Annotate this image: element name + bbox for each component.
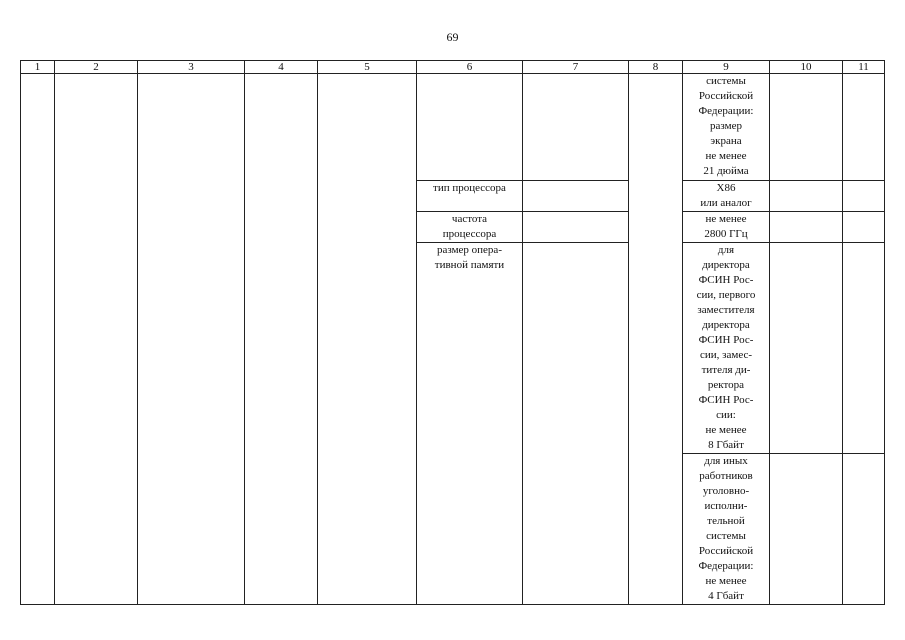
characteristic-cell: размер опера- тивной памяти: [417, 243, 523, 605]
cell-col11: [843, 181, 885, 212]
column-header-3: 3: [138, 61, 245, 74]
cell-col8: [629, 74, 683, 605]
characteristic-cell: [417, 74, 523, 181]
column-header-6: 6: [417, 61, 523, 74]
value-cell: системы Российской Федерации: размер экрана не менее 21 дюйма: [683, 74, 770, 181]
specification-table: [20, 60, 885, 605]
value-cell: X86 или аналог: [683, 181, 770, 212]
cell-col10: [770, 243, 843, 454]
cell-col5: [318, 74, 417, 605]
cell-col7: [523, 181, 629, 212]
cell-col1: [21, 74, 55, 605]
column-header-2: 2: [55, 61, 138, 74]
cell-col11: [843, 454, 885, 605]
column-header-9: 9: [683, 61, 770, 74]
column-header-7: 7: [523, 61, 629, 74]
column-header-5: 5: [318, 61, 417, 74]
column-header-1: 1: [21, 61, 55, 74]
header-row: [21, 61, 885, 74]
cell-col2: [55, 74, 138, 605]
cell-col10: [770, 181, 843, 212]
value-cell: для директора ФСИН Рос- сии, первого заместителя директора ФСИН Рос- сии, замес- тителя ди- ректора ФСИН Рос- сии: не менее 8 Гбайт: [683, 243, 770, 454]
column-header-10: 10: [770, 61, 843, 74]
cell-col10: [770, 74, 843, 181]
cell-col7: [523, 243, 629, 605]
column-header-11: 11: [843, 61, 885, 74]
characteristic-cell: тип процессора: [417, 181, 523, 212]
cell-col4: [245, 74, 318, 605]
cell-col3: [138, 74, 245, 605]
table-row: [21, 74, 885, 181]
cell-col7: [523, 212, 629, 243]
value-cell: для иных работников уголовно- исполни- тельной системы Российской Федерации: не менее 4 Гбайт: [683, 454, 770, 605]
cell-col10: [770, 454, 843, 605]
cell-col11: [843, 212, 885, 243]
cell-col7: [523, 74, 629, 181]
cell-col11: [843, 74, 885, 181]
column-header-8: 8: [629, 61, 683, 74]
page-number: 69: [446, 30, 459, 44]
value-cell: не менее 2800 ГГц: [683, 212, 770, 243]
characteristic-cell: частота процессора: [417, 212, 523, 243]
cell-col11: [843, 243, 885, 454]
cell-col10: [770, 212, 843, 243]
column-header-4: 4: [245, 61, 318, 74]
